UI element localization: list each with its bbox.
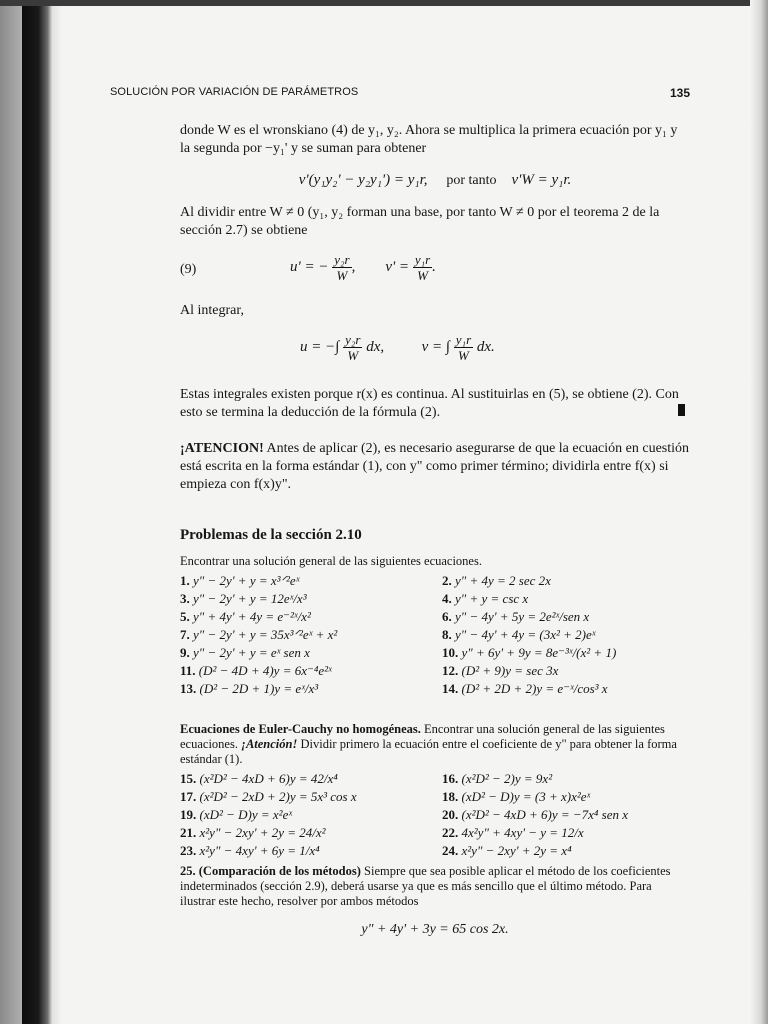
problem-item xyxy=(442,680,608,698)
problem-equation: (xD² − D)y = (3 + x)x²eˣ xyxy=(461,789,591,804)
problem-equation: 4x²y" + 4xy' − y = 12/x xyxy=(461,825,584,840)
problem-equation: (D² − 2D + 1)y = eˣ/x³ xyxy=(199,681,319,696)
paragraph-wronskian: donde W es el wronskiano (4) de y₁, y₂. Ahora se multiplica la primera ecuación por y₁ y la segunda por −y₁' y se suman para obtener xyxy=(180,123,678,156)
problem-item xyxy=(442,644,616,662)
problem-equation: y" − 2y' + y = 35x³ᐟ²eˣ + x² xyxy=(193,627,338,642)
problem-number: 8. xyxy=(442,627,452,642)
problem-item xyxy=(442,824,584,842)
paragraph-attention xyxy=(180,440,690,494)
problem-row xyxy=(180,806,690,824)
fraction-numerator: y₂r xyxy=(334,252,350,267)
problem-row xyxy=(180,770,690,788)
problem-equation: (D² − 4D + 4)y = 6x⁻⁴e²ˣ xyxy=(198,663,332,678)
problem-equation: y" + 4y = 2 sec 2x xyxy=(455,573,551,588)
page-number: 135 xyxy=(669,86,690,100)
equation-part: u = −∫ xyxy=(300,338,340,355)
fraction xyxy=(332,252,351,283)
problem-equation: x²y" − 2xy' + 2y = x⁴ xyxy=(461,843,572,858)
problem-equation: (D² + 2D + 2)y = e⁻ˣ/cos³ x xyxy=(461,681,608,696)
problem-equation: y" − 4y' + 4y = (3x² + 2)eˣ xyxy=(455,627,596,642)
paragraph-divide: Al dividir entre W ≠ 0 (y₁, y₂ forman una base, por tanto W ≠ 0 por el teorema 2 de la sección 2.7) se obtiene xyxy=(180,205,660,238)
fraction-denominator: W xyxy=(347,348,359,363)
problem-number: 19. xyxy=(180,807,197,822)
euler-cauchy-text: Encontrar una solución general de las siguientes ecuaciones. xyxy=(180,722,665,751)
running-header xyxy=(110,86,690,104)
problem-item xyxy=(180,680,318,698)
euler-problems-list xyxy=(180,770,690,860)
problem-item xyxy=(442,572,551,590)
problem-row xyxy=(180,788,690,806)
problem-25-equation: y" + 4y' + 3y = 65 cos 2x. xyxy=(361,922,509,937)
problem-item xyxy=(442,770,552,788)
problem-item xyxy=(442,590,528,608)
euler-cauchy-text-2: Dividir primero la ecuación entre el coeficiente de y" para obtener la forma estándar (1). xyxy=(180,737,677,766)
problem-row xyxy=(180,626,690,644)
attention-label: ¡ATENCION! xyxy=(180,441,264,456)
equation-part: v = ∫ xyxy=(421,338,451,355)
fraction-numerator: y₁r xyxy=(455,332,472,347)
fraction xyxy=(454,332,473,363)
problem-row xyxy=(180,824,690,842)
problem-item xyxy=(442,788,590,806)
equation-connector: por tanto xyxy=(446,173,497,188)
problem-item xyxy=(180,842,320,860)
problem-number: 10. xyxy=(442,645,459,660)
problem-item xyxy=(442,842,572,860)
problem-number: 15. xyxy=(180,771,197,786)
fraction xyxy=(343,332,362,363)
problem-item xyxy=(180,662,332,680)
problems-list xyxy=(180,572,690,698)
problem-equation: (D² + 9)y = sec 3x xyxy=(461,663,559,678)
fraction-denominator: W xyxy=(458,348,469,363)
problem-25 xyxy=(180,864,690,909)
problem-equation: y" + 4y' + 4y = e⁻²ˣ/x² xyxy=(193,609,311,624)
problem-item xyxy=(180,590,307,608)
end-of-proof-mark xyxy=(678,404,685,416)
problem-item xyxy=(180,824,326,842)
problem-equation: (x²D² − 2xD + 2)y = 5x³ cos x xyxy=(199,789,357,804)
problem-number: 23. xyxy=(180,843,197,858)
problem-equation: (xD² − D)y = x²eˣ xyxy=(199,807,293,822)
problem-number: 12. xyxy=(442,663,459,678)
problem-number: 13. xyxy=(180,681,197,696)
fraction-numerator: y₂r xyxy=(345,332,361,347)
problem-item xyxy=(442,806,628,824)
paragraph-continuity: Estas integrales existen porque r(x) es continua. Al sustituirlas en (5), se obtiene (2). Con esto se termina la deducción de la fórmula (2). xyxy=(180,387,679,420)
problem-equation: (x²D² − 4xD + 6)y = −7x⁴ sen x xyxy=(461,807,629,822)
problem-item xyxy=(180,608,311,626)
fraction xyxy=(413,252,432,283)
problem-number: 14. xyxy=(442,681,459,696)
problem-number: 4. xyxy=(442,591,452,606)
problem-row xyxy=(180,590,690,608)
problem-item xyxy=(442,626,595,644)
problem-equation: (x²D² − 2)y = 9x² xyxy=(461,771,553,786)
problem-number: 6. xyxy=(442,609,452,624)
problem-number: 5. xyxy=(180,609,190,624)
equation-part: u' = − xyxy=(290,258,329,275)
header-title: SOLUCIÓN POR VARIACIÓN DE PARÁMETROS xyxy=(110,86,359,98)
problem-row xyxy=(180,572,690,590)
problem-equation: x²y" − 4xy' + 6y = 1/x⁴ xyxy=(199,843,320,858)
problem-item xyxy=(180,626,337,644)
problem-equation: y" + y = csc x xyxy=(455,591,529,606)
equation-integrals xyxy=(300,332,620,363)
problem-row xyxy=(180,680,690,698)
problem-equation: y" − 4y' + 5y = 2e²ˣ/sen x xyxy=(455,609,590,624)
problem-item xyxy=(180,806,292,824)
problem-number: 1. xyxy=(180,573,190,588)
problem-number: 16. xyxy=(442,771,459,786)
section-intro: Encontrar una solución general de las siguientes ecuaciones. xyxy=(180,554,482,568)
fraction-numerator: y₁r xyxy=(414,252,431,267)
problem-number: 17. xyxy=(180,789,197,804)
equation-v-prime xyxy=(180,172,690,189)
problem-equation: y" − 2y' + y = eˣ sen x xyxy=(193,645,310,660)
problem-number: 22. xyxy=(442,825,459,840)
section-title: Problemas de la sección 2.10 xyxy=(180,527,362,543)
euler-cauchy-title: Ecuaciones de Euler-Cauchy no homogéneas. xyxy=(180,722,421,736)
problem-equation: x²y" − 2xy' + 2y = 24/x² xyxy=(199,825,326,840)
problem-25-text: Siempre que sea posible aplicar el método de los coeficientes indeterminados (sección 2.9), deberá usarse ya que es más sencillo que el último método. Para ilustrar este hecho, resolver por ambos métodos xyxy=(180,864,671,908)
problem-item xyxy=(442,608,589,626)
problem-row xyxy=(180,662,690,680)
problem-equation: y" + 6y' + 9y = 8e⁻³ˣ/(x² + 1) xyxy=(461,645,617,660)
problem-number: 18. xyxy=(442,789,459,804)
fraction-denominator: W xyxy=(336,268,348,283)
equation-part: v'(y₁y₂' − y₂y₁') = y₁r, xyxy=(298,172,428,188)
problem-number: 25. xyxy=(180,864,196,878)
equation-part: dx, xyxy=(366,338,385,355)
problem-number: 7. xyxy=(180,627,190,642)
paragraph-integrate: Al integrar, xyxy=(180,303,244,318)
equation-part: dx. xyxy=(476,338,495,355)
problem-item xyxy=(180,770,338,788)
problem-item xyxy=(442,662,558,680)
problem-row xyxy=(180,644,690,662)
problem-equation: y" − 2y' + y = x³ᐟ²eˣ xyxy=(193,573,300,588)
problem-row xyxy=(180,842,690,860)
equation-9: u' = − $\frac{\text{y₂r}}{W}$ , v' = $\frac{\text{y₁r}}{W}$ . xyxy=(290,252,436,283)
problem-number: 3. xyxy=(180,591,190,606)
problem-item xyxy=(180,644,310,662)
problem-item xyxy=(180,572,299,590)
equation-part: v' = xyxy=(385,258,410,275)
problem-number: 9. xyxy=(180,645,190,660)
fraction-denominator: W xyxy=(417,268,428,283)
equation-number-9: (9) xyxy=(180,262,197,277)
problem-number: 20. xyxy=(442,807,459,822)
problem-number: 21. xyxy=(180,825,197,840)
problem-item xyxy=(180,788,357,806)
problem-equation: (x²D² − 4xD + 6)y = 42/x⁴ xyxy=(199,771,338,786)
euler-cauchy-attention: ¡Atención! xyxy=(241,737,298,751)
equation-part: v'W = y₁r. xyxy=(511,172,572,188)
problem-number: 24. xyxy=(442,843,459,858)
problem-row xyxy=(180,608,690,626)
problem-25-title: (Comparación de los métodos) xyxy=(198,864,361,878)
attention-text: Antes de aplicar (2), es necesario asegurarse de que la ecuación en cuestión está escrita en la forma estándar (1), con y" como primer término; dividirla entre f(x) si empieza con f(x)y". xyxy=(180,441,690,492)
problem-number: 2. xyxy=(442,573,452,588)
problem-equation: y" − 2y' + y = 12eˣ/x³ xyxy=(193,591,307,606)
euler-cauchy-intro xyxy=(180,722,690,767)
problem-number: 11. xyxy=(180,663,196,678)
